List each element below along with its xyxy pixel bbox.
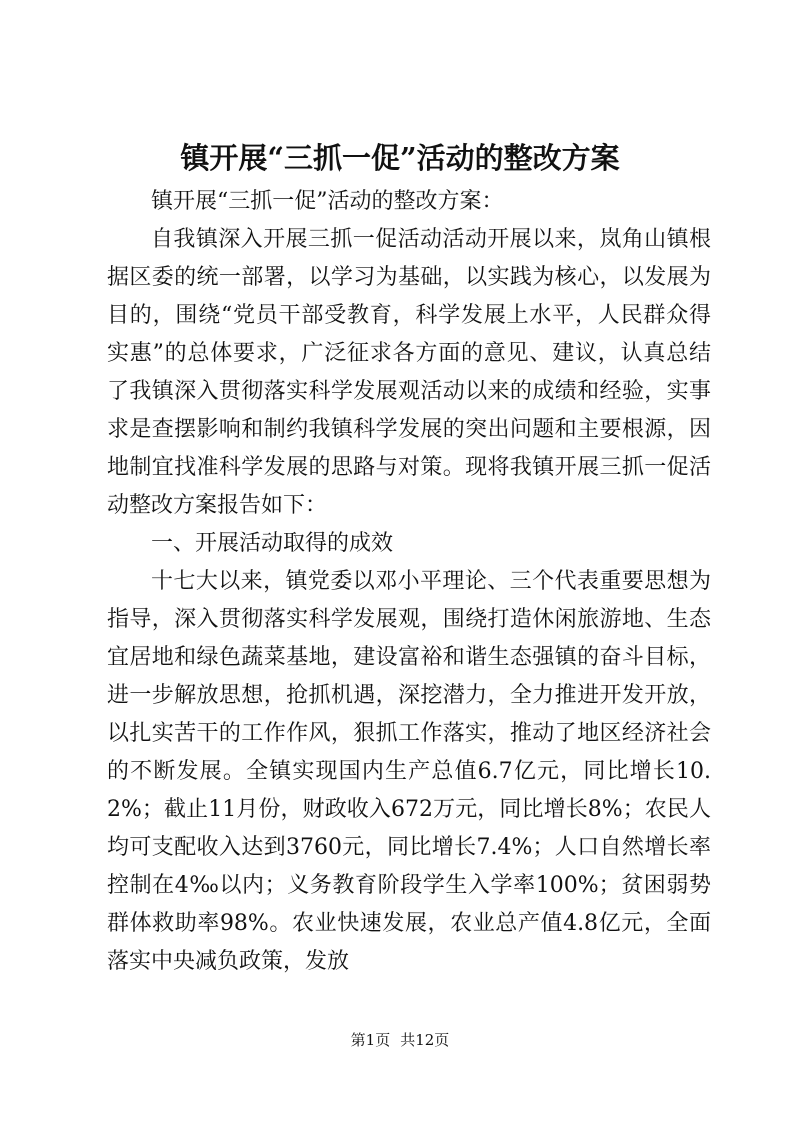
page-total: 共12页: [400, 1031, 450, 1049]
page-footer: [0, 1030, 800, 1050]
page-number: 第1页: [350, 1031, 391, 1049]
document-body: [107, 183, 711, 981]
paragraph-intro: 镇开展“三抓一促”活动的整改方案：: [151, 189, 504, 214]
document-title: 镇开展“三抓一促”活动的整改方案: [180, 141, 620, 175]
paragraph-achievements: 十七大以来，镇党委以邓小平理论、三个代表重要思想为指导，深入贯彻落实科学发展观，围绕打造休闲旅游地、生态宜居地和绿色蔬菜基地，建设富裕和谐生态强镇的奋斗目标，进一步解放思想，抢抓机遇，深挖潜力，全力推进开发开放，以扎实苦干的工作作风，狠抓工作落实，推动了地区经济社会的不断发展。全镇实现国内生产总值6.7亿元，同比增长10.2%；截止11月份，财政收入672万元，同比增长8%；农民人均可支配收入达到3760元，同比增长7.4%；人口自然增长率控制在4‰以内；义务教育阶段学生入学率100%；贫困弱势群体救助率98%。农业快速发展，农业总产值4.8亿元，全面落实中央减负政策，发放: [107, 569, 711, 974]
section-heading: 一、开展活动取得的成效: [151, 531, 394, 556]
paragraph-background: 自我镇深入开展三抓一促活动活动开展以来，岚角山镇根据区委的统一部署，以学习为基础，以实践为核心，以发展为目的，围绕“党员干部受教育，科学发展上水平，人民群众得实惠”的总体要求，广泛征求各方面的意见、建议，认真总结了我镇深入贯彻落实科学发展观活动以来的成绩和经验，实事求是查摆影响和制约我镇科学发展的突出问题和主要根源，因地制宜找准科学发展的思路与对策。现将我镇开展三抓一促活动整改方案报告如下：: [107, 227, 711, 518]
